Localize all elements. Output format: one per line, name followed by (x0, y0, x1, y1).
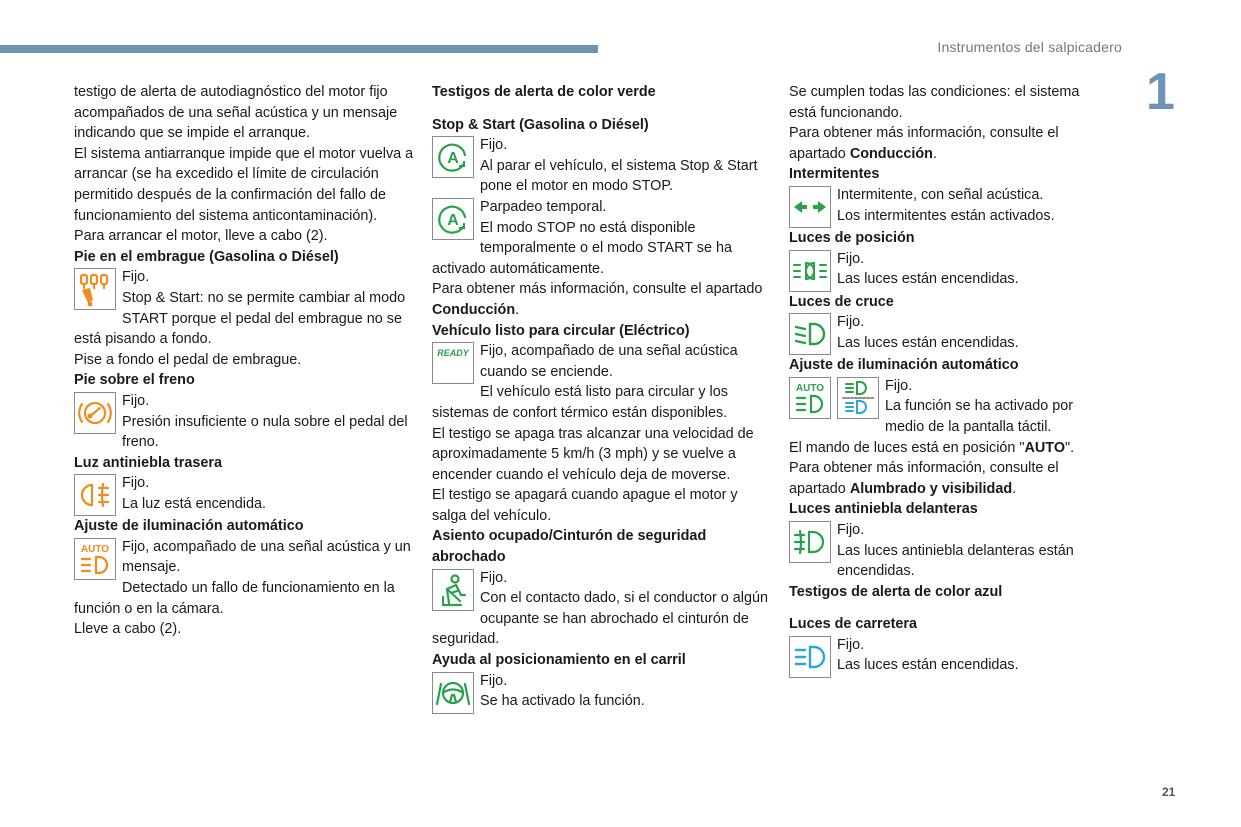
clutch-line: Pise a fondo el pedal de embrague. (74, 351, 302, 368)
clutch-line: Stop & Start: no se permite cambiar al modo START porque el pedal del embrague no se está pisando a fondo. (74, 289, 406, 348)
section-title: Instrumentos del salpicadero (937, 39, 1122, 55)
clutch-pedal-icon (74, 268, 116, 310)
ready-label: READY (437, 348, 469, 359)
warning-auto-lighting (74, 537, 414, 640)
heading-ready: Vehículo listo para circular (Eléctrico) (432, 322, 690, 339)
auto-line: Fijo. (885, 377, 913, 394)
paragraph: testigo de alerta de autodiagnóstico del motor fijo acompañados de una señal acústica y un mensaje indicando que se impide el arranque. (74, 84, 398, 142)
ready-line: El testigo se apagará cuando apague el motor y salga del vehículo. (432, 487, 738, 524)
stop-start-line: Fijo. (480, 137, 508, 154)
heading-auto-lighting: Ajuste de iluminación automático (74, 518, 304, 535)
warning-clutch (74, 267, 414, 370)
warning-stop-start-fixed (432, 135, 768, 197)
turn-signal-icon (789, 186, 831, 228)
heading-blue-warnings: Testigos de alerta de color azul (789, 583, 1003, 600)
auto-line: Fijo, acompañado de una señal acústica y un mensaje. (122, 538, 411, 576)
heading-seatbelt: Asiento ocupado/Cinturón de seguridad abrochado (432, 528, 707, 566)
auto-label: AUTO (795, 382, 825, 394)
warning-seatbelt (432, 568, 768, 650)
warning-lane (432, 671, 768, 714)
auto-line: Detectado un fallo de funcionamiento en la función o en la cámara. (74, 580, 395, 617)
heading-auto-lighting: Ajuste de iluminación automático (789, 357, 1019, 374)
position-line: Fijo. (837, 250, 865, 267)
stop-start-more: Para obtener más información, consulte el apartado Conducción. (432, 281, 763, 318)
warning-rear-fog (74, 473, 414, 516)
lane-line: Fijo. (480, 672, 508, 689)
position-lights-icon (789, 250, 831, 292)
clutch-line: Fijo. (122, 269, 150, 286)
heading-turn-signals: Intermitentes (789, 166, 880, 183)
paragraph: Para arrancar el motor, lleve a cabo (2). (74, 228, 328, 245)
svg-text:A: A (447, 150, 459, 168)
heading-high-beam: Luces de carretera (789, 616, 917, 633)
column-1 (74, 82, 414, 640)
auto-line: Para obtener más información, consulte el apartado Alumbrado y visibilidad. (789, 460, 1059, 497)
seatbelt-line: Fijo. (480, 569, 508, 586)
paragraph: Para obtener más información, consulte el apartado Conducción. (789, 125, 1059, 162)
ready-icon (432, 342, 474, 384)
auto-label: AUTO (80, 543, 110, 555)
warning-turn-signals (789, 185, 1109, 228)
low-beam-line: Fijo. (837, 314, 865, 331)
turn-line: Intermitente, con señal acústica. (837, 186, 1044, 203)
chapter-number: 1 (1146, 63, 1175, 121)
high-beam-icon (789, 636, 831, 678)
low-beam-line: Las luces están encendidas. (837, 334, 1019, 351)
ready-line: El testigo se apaga tras alcanzar una velocidad de aproximadamente 5 km/h (3 mph) y se vuelve a encender cuando el vehículo deja de moverse. (432, 425, 754, 483)
auto-lighting-icon (789, 377, 831, 419)
heading-stop-start: Stop & Start (Gasolina o Diésel) (432, 116, 649, 133)
position-line: Las luces están encendidas. (837, 271, 1019, 288)
warning-high-beam (789, 635, 1109, 678)
warning-low-beam (789, 312, 1109, 355)
lane-positioning-icon (432, 672, 474, 714)
turn-line: Los intermitentes están activados. (837, 207, 1055, 224)
heading-front-fog: Luces antiniebla delanteras (789, 501, 978, 518)
stop-start-line: Parpadeo temporal. (480, 198, 607, 215)
seatbelt-line: Con el contacto dado, si el conductor o algún ocupante se han abrochado el cinturón de seguridad. (432, 590, 769, 648)
auto-line: El mando de luces está en posición "AUTO". (789, 439, 1075, 456)
heading-rear-fog: Luz antiniebla trasera (74, 454, 222, 471)
warning-front-fog (789, 520, 1109, 582)
ready-line: Fijo, acompañado de una señal acústica cuando se enciende. (480, 343, 738, 380)
brake-pedal-icon (74, 392, 116, 434)
heading-brake: Pie sobre el freno (74, 372, 195, 389)
auto-lighting-icon (74, 538, 116, 580)
stop-start-icon (432, 198, 474, 240)
paragraph: El sistema antiarranque impide que el motor vuelva a arrancar (se ha excedido el límite de circulación permitido después de la confirmación del fallo de funcionamiento del sistema anticontaminación). (74, 145, 414, 224)
front-fog-line: Fijo. (837, 521, 865, 538)
svg-text:A: A (447, 211, 459, 229)
ready-line: El vehículo está listo para circular y los sistemas de confort térmico están disponibles. (432, 384, 728, 421)
high-beam-line: Las luces están encendidas. (837, 657, 1019, 674)
stop-start-line: El modo STOP no está disponible temporalmente o el modo START se ha activado automáticamente. (432, 219, 732, 277)
status-auto-lighting (789, 376, 1109, 500)
stop-start-icon (432, 136, 474, 178)
seatbelt-icon (432, 569, 474, 611)
page-number: 21 (1162, 785, 1176, 799)
front-fog-light-icon (789, 521, 831, 563)
lane-line: Se ha activado la función. (480, 693, 645, 710)
low-beam-icon (789, 313, 831, 355)
stop-start-line: Al parar el vehículo, el sistema Stop & Start pone el motor en modo STOP. (480, 157, 758, 195)
heading-lane: Ayuda al posicionamiento en el carril (432, 652, 686, 669)
warning-ready (432, 341, 768, 526)
front-fog-line: Las luces antiniebla delanteras están encendidas. (837, 542, 1074, 580)
heading-clutch: Pie en el embrague (Gasolina o Diésel) (74, 248, 339, 265)
header-bar (0, 45, 598, 53)
heading-low-beam: Luces de cruce (789, 293, 894, 310)
paragraph: Se cumplen todas las condiciones: el sistema está funcionando. (789, 84, 1080, 121)
auto-line: La función se ha activado por medio de la pantalla táctil. (885, 398, 1074, 435)
auto-beam-switch-icon (837, 377, 879, 419)
brake-line: Fijo. (122, 392, 150, 409)
warning-stop-start-flashing (432, 197, 768, 279)
rear-fog-light-icon (74, 474, 116, 516)
column-2 (432, 82, 768, 714)
warning-position-lights (789, 249, 1109, 292)
auto-line: Lleve a cabo (2). (74, 621, 182, 638)
heading-green-warnings: Testigos de alerta de color verde (432, 84, 656, 100)
column-3 (789, 82, 1109, 678)
brake-line: Presión insuficiente o nula sobre el pedal del freno. (122, 413, 408, 451)
high-beam-line: Fijo. (837, 636, 865, 653)
warning-brake (74, 391, 414, 453)
rear-fog-line: Fijo. (122, 475, 150, 492)
heading-position-lights: Luces de posición (789, 229, 915, 246)
rear-fog-line: La luz está encendida. (122, 495, 267, 512)
